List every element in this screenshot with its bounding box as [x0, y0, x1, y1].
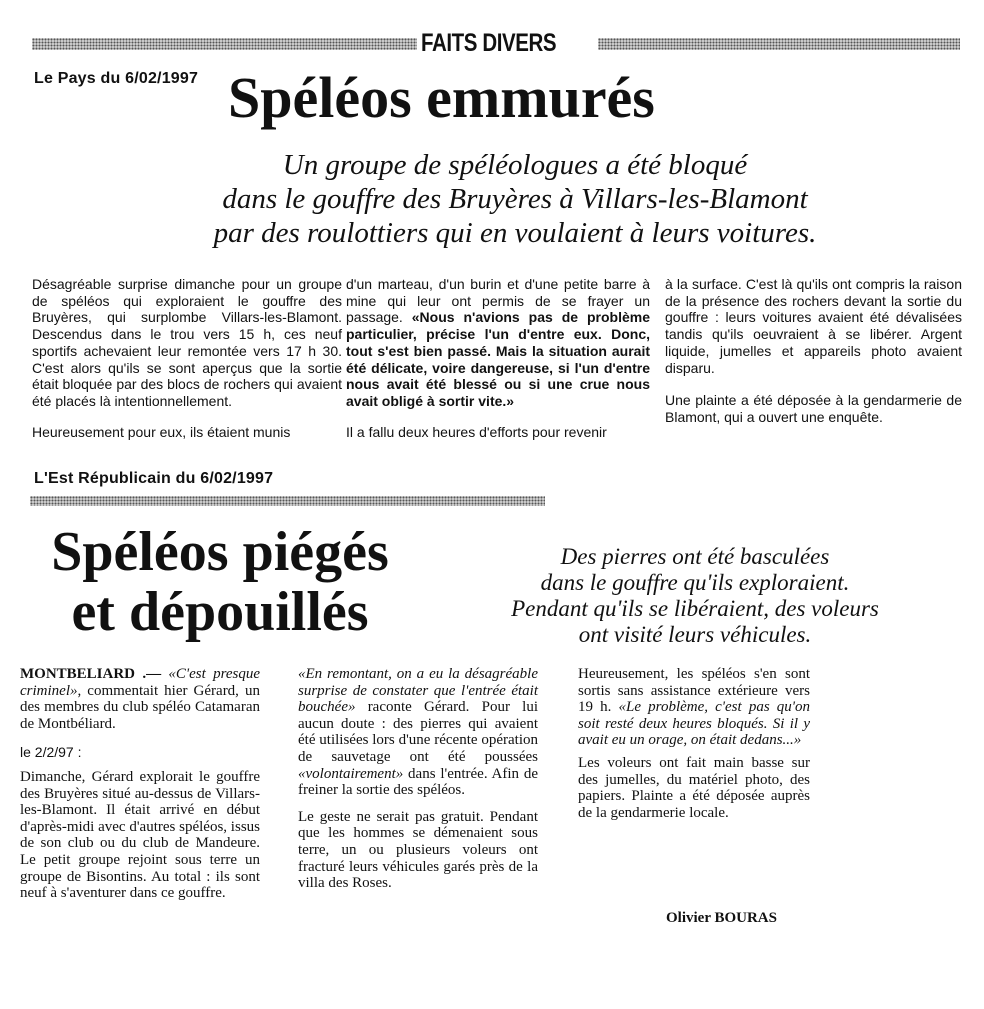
- article2-rule: [30, 496, 545, 506]
- article1-column-3: [665, 262, 962, 440]
- body-text: Heureusement, les spéléos s'en sont sortis sans assistance extérieure vers 19 h.: [578, 666, 810, 716]
- body-paragraph: Désagréable surprise dimanche pour un groupe de spéléos qui exploraient le gouffre des Bruyères, qui surplombe Villars-les-Blamont. Descendus dans le trou vers 15 h, ces neuf sportifs achevaient leur remontée vers 17 h 30. C'est alors qu'ils se sont aperçus que la sortie était bloquée par des blocs de rochers qui avaient été placés là intentionnellement.: [32, 276, 342, 409]
- article2-source: L'Est Républicain du 6/02/1997: [34, 470, 274, 487]
- deck-line: Pendant qu'ils se libéraient, des voleurs: [511, 596, 879, 621]
- article2-title: [24, 522, 416, 642]
- title-line: et dépouillés: [71, 581, 369, 643]
- title-line: Spéléos piégés: [51, 521, 389, 583]
- body-text: d'un marteau, d'un burin et d'une petite barre à mine qui leur ont permis de se frayer un passage.: [346, 276, 650, 326]
- article1-column-1: [32, 262, 342, 454]
- pull-quote: «Nous n'avions pas de problème particulier, précise l'un d'entre eux. Donc, tout s'est bien passé. Mais la situation aurait été délicate, voire dangereuse, si l'un d'entre nous avait été blessé ou si une crue nous avait obligé à sortir vite.»: [346, 309, 650, 409]
- body-paragraph: Une plainte a été déposée à la gendarmerie de Blamont, qui a ouvert une enquête.: [665, 392, 962, 425]
- article1-deck: [100, 148, 930, 250]
- article1-column-2: [346, 262, 650, 454]
- body-paragraph: [20, 666, 260, 732]
- body-paragraph: Les voleurs ont fait main basse sur des jumelles, du matériel photo, des papiers. Plainte a été déposée auprès de la gendarmerie locale.: [578, 754, 810, 821]
- body-paragraph: à la surface. C'est là qu'ils ont compris la raison de la présence des rochers devant la sortie du gouffre : leurs voitures avaient été dévalisées tandis qu'ils oeuvraient à se libérer. Argent liquide, jumelles et appareils photo avaient disparu.: [665, 276, 962, 376]
- deck-line: dans le gouffre des Bruyères à Villars-les-Blamont: [222, 183, 808, 215]
- deck-line: dans le gouffre qu'ils exploraient.: [540, 570, 850, 595]
- body-text: dans l'entrée. Afin de freiner la sortie des spéléos.: [298, 765, 538, 799]
- dateline: MONTBELIARD .—: [20, 666, 162, 682]
- article1-title: Spéléos emmurés: [228, 65, 655, 130]
- body-paragraph: [298, 666, 538, 799]
- byline: Olivier BOURAS: [666, 910, 777, 926]
- article1-source: Le Pays du 6/02/1997: [34, 70, 199, 87]
- article2-column-3: [578, 666, 810, 827]
- body-paragraph: Il a fallu deux heures d'efforts pour revenir: [346, 423, 607, 440]
- body-paragraph: [346, 276, 650, 410]
- body-paragraph: Heureusement pour eux, ils étaient munis: [32, 423, 291, 440]
- deck-line: Des pierres ont été basculées: [560, 544, 830, 569]
- section-kicker: FAITS DIVERS: [421, 29, 557, 57]
- section-rule-right: [598, 38, 960, 50]
- body-text: , commentait hier Gérard, un des membres du club spéléo Catamaran de Montbéliard.: [20, 682, 260, 732]
- article2-column-1: [20, 666, 260, 908]
- body-paragraph: Dimanche, Gérard explorait le gouffre des Bruyères situé au-dessus de Villars-les-Blamont. Il était arrivé en début d'après-midi avec d'autres spéléos, issus de son club ou du club de Mandeure. Le petit groupe rejoint sous terre un groupe de Bisontins. Au total : ils sont neuf à s'aventurer dans ce gouffre.: [20, 768, 260, 902]
- deck-line: Un groupe de spéléologues a été bloqué: [282, 149, 748, 181]
- section-rule-left: [32, 38, 417, 50]
- deck-line: ont visité leurs véhicules.: [578, 622, 812, 647]
- quote: «En remontant, on a eu la désagréable surprise de constater que l'entrée était bouchée»: [298, 666, 538, 716]
- article2-deck: [430, 544, 960, 648]
- quote: «C'est presque criminel»: [20, 666, 261, 699]
- body-text: raconte Gérard. Pour lui aucun doute : des pierres qui avaient été utilisées lors d'une récente opération de sauvetage ont été poussées: [298, 699, 538, 765]
- article2-column-2: [298, 666, 538, 898]
- body-paragraph: Le geste ne serait pas gratuit. Pendant que les hommes se démenaient sous terre, un ou plusieurs voleurs ont fracturé leurs véhicules garés près de la villa des Roses.: [298, 808, 538, 892]
- deck-line: par des roulottiers qui en voulaient à leurs voitures.: [213, 217, 817, 249]
- quote: «Le problème, c'est pas qu'on soit resté deux heures bloqués. Si il y avait eu un orage, on était dedans...»: [578, 699, 811, 749]
- date-note: le 2/2/97 :: [20, 744, 82, 761]
- body-paragraph: [578, 666, 810, 749]
- quote: «volontairement»: [298, 765, 404, 782]
